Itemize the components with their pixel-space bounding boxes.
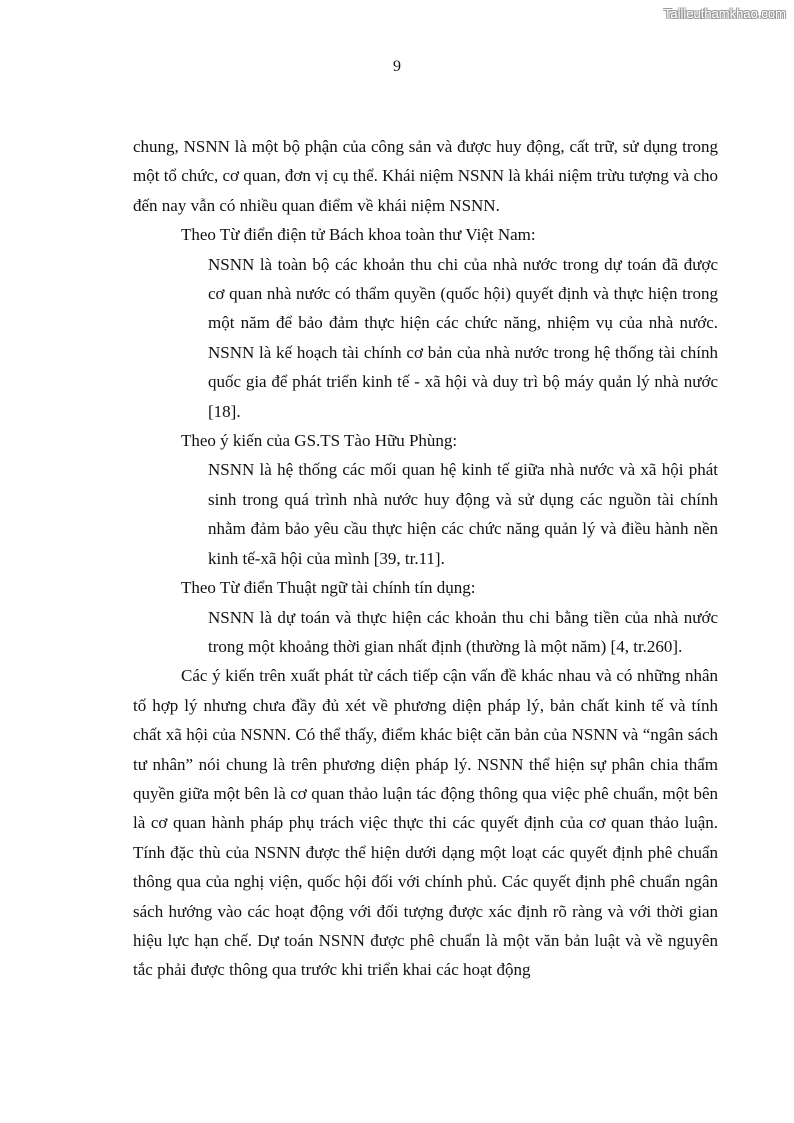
quote-professor: NSNN là hệ thống các mối quan hệ kinh tế giữa nhà nước và xã hội phát sinh trong quá trình nhà nước huy động và sử dụng các nguồn tài chính nhằm đảm bảo yêu cầu thực hiện các chức năng quản lý và điều hành nền kinh tế-xã hội của mình [39, tr.11]. — [208, 460, 718, 568]
quote-glossary: NSNN là dự toán và thực hiện các khoản thu chi bằng tiền của nhà nước trong một khoảng thời gian nhất định (thường là một năm) [4, tr.260]. — [208, 607, 718, 656]
watermark: Tailieuthamkhao.com — [663, 6, 786, 21]
quote-encyclopedia: NSNN là toàn bộ các khoản thu chi của nhà nước trong dự toán đã được cơ quan nhà nước có thẩm quyền (quốc hội) quyết định và thực hiện trong một năm để bảo đảm thực hiện các chức năng, nhiệm vụ của nhà nước. NSNN là kế hoạch tài chính cơ bản của nhà nước trong hệ thống tài chính quốc gia để phát triển kinh tế - xã hội và duy trì bộ máy quản lý nhà nước [18]. — [208, 254, 718, 421]
paragraph-source-encyclopedia: Theo Từ điển điện tử Bách khoa toàn thư Việt Nam: — [181, 225, 536, 245]
paragraph-source-professor: Theo ý kiến của GS.TS Tào Hữu Phùng: — [181, 431, 458, 451]
page-number: 9 — [393, 58, 401, 75]
paragraph-intro: chung, NSNN là một bộ phận của công sản và được huy động, cất trữ, sử dụng trong một tổ chức, cơ quan, đơn vị cụ thể. Khái niệm NSNN là khái niệm trừu tượng và cho đến nay vẫn có nhiều quan điểm về khái niệm NSNN. — [133, 137, 718, 215]
paragraph-source-glossary: Theo Từ điển Thuật ngữ tài chính tín dụng: — [181, 578, 476, 598]
paragraph-analysis: Các ý kiến trên xuất phát từ cách tiếp cận vấn đề khác nhau và có những nhân tố hợp lý nhưng chưa đầy đủ xét về phương diện pháp lý, bản chất kinh tế và tính chất xã hội của NSNN. Có thể thấy, điểm khác biệt căn bản của NSNN và “ngân sách tư nhân” nói chung là trên phương diện pháp lý. NSNN thể hiện sự phân chia thẩm quyền giữa một bên là cơ quan thảo luận tác động thông qua việc phê chuẩn, một bên là cơ quan hành pháp phụ trách việc thực thi các quyết định của cơ quan thảo luận. Tính đặc thù của NSNN được thể hiện dưới dạng một loạt các quyết định phê chuẩn thông qua của nghị viện, quốc hội đối với chính phủ. Các quyết định phê chuẩn ngân sách hướng vào các hoạt động với đối tượng được xác định rõ ràng và với thời gian hiệu lực hạn chế. Dự toán NSNN được phê chuẩn là một văn bản luật và về nguyên tắc phải được thông qua trước khi triển khai các hoạt động — [133, 666, 718, 980]
document-body — [133, 132, 718, 985]
